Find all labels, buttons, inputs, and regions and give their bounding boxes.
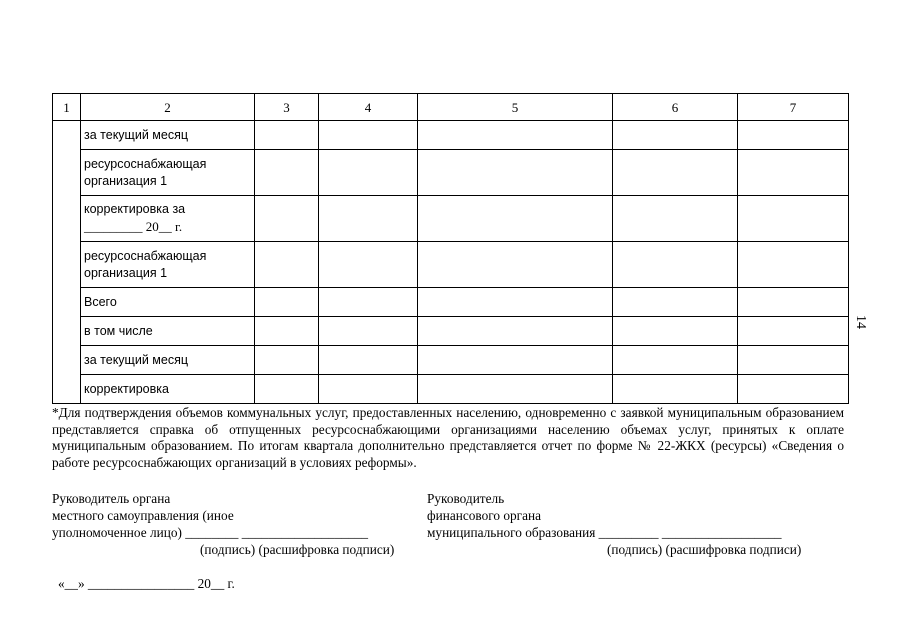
empty-cell [255,375,319,404]
empty-cell [613,242,738,288]
row-label: в том числе [81,317,255,346]
empty-cell [53,288,81,317]
empty-cell [418,375,613,404]
column-header: 7 [738,94,849,121]
table-row [53,242,849,288]
empty-cell [319,121,418,150]
footnote: *Для подтверждения объемов коммунальных услуг, предоставленных населению, одновременно с заявкой муниципальным образованием представляется справка об отпущенных ресурсоснабжающими организациями населению объемах услуг, принятых к оплате муниципальным образованием. По итогам квартала дополнительно представляется отчет по форме № 22-ЖКХ (ресурсы) «Сведения о работе ресурсоснабжающих организаций в условиях реформы». [52,405,844,470]
row-label: за текущий месяц [81,346,255,375]
table-row [53,196,849,242]
row-label: за текущий месяц [81,121,255,150]
empty-cell [255,121,319,150]
column-header: 1 [53,94,81,121]
empty-cell [53,121,81,150]
empty-cell [738,150,849,196]
date-blank: _________ 20__ г. [84,219,183,234]
empty-cell [738,196,849,242]
empty-cell [319,150,418,196]
empty-cell [738,121,849,150]
empty-cell [319,196,418,242]
empty-cell [738,242,849,288]
empty-cell [319,375,418,404]
empty-cell [319,288,418,317]
empty-cell [738,375,849,404]
empty-cell [613,346,738,375]
signature-title: финансового органа [427,508,542,523]
row-label: Всего [81,288,255,317]
empty-cell [738,346,849,375]
empty-cell [319,346,418,375]
empty-cell [613,317,738,346]
empty-cell [53,317,81,346]
empty-cell [418,288,613,317]
empty-cell [613,196,738,242]
table-row [53,150,849,196]
empty-cell [613,121,738,150]
empty-cell [255,288,319,317]
signature-caption: (подпись) (расшифровка подписи) [200,542,395,557]
empty-cell [613,375,738,404]
empty-cell [738,317,849,346]
table-row [53,346,849,375]
empty-cell [738,288,849,317]
empty-cell [53,150,81,196]
empty-cell [53,242,81,288]
empty-cell [53,346,81,375]
signature-block-left [52,490,432,558]
column-header: 5 [418,94,613,121]
table-row [53,121,849,150]
signature-title: Руководитель [427,491,505,506]
signature-title: местного самоуправления (иное [52,508,234,523]
empty-cell [53,375,81,404]
column-header: 3 [255,94,319,121]
empty-cell [255,150,319,196]
page-number: 14 [853,315,868,329]
empty-cell [418,150,613,196]
empty-cell [255,346,319,375]
signature-title: Руководитель органа [52,491,171,506]
empty-cell [613,150,738,196]
row-label-text: корректировка за [84,202,186,216]
signature-block-right [427,490,847,558]
report-table [52,93,849,404]
empty-cell [255,317,319,346]
empty-cell [418,121,613,150]
column-header: 6 [613,94,738,121]
column-header: 2 [81,94,255,121]
row-label [81,196,255,242]
table-header-row [53,94,849,121]
table-row [53,375,849,404]
signature-line: уполномоченное лицо) ________ ___________________ [52,525,369,540]
empty-cell [418,346,613,375]
empty-cell [255,196,319,242]
empty-cell [418,317,613,346]
date-line: «__» ________________ 20__ г. [58,576,235,591]
table-row [53,317,849,346]
row-label: ресурсоснабжающая организация 1 [81,150,255,196]
empty-cell [319,317,418,346]
empty-cell [613,288,738,317]
empty-cell [255,242,319,288]
signature-caption: (подпись) (расшифровка подписи) [607,542,802,557]
empty-cell [418,242,613,288]
empty-cell [319,242,418,288]
empty-cell [53,196,81,242]
row-label: корректировка [81,375,255,404]
row-label: ресурсоснабжающая организация 1 [81,242,255,288]
column-header: 4 [319,94,418,121]
signature-line: муниципального образования _________ __________________ [427,525,782,540]
empty-cell [418,196,613,242]
table-row [53,288,849,317]
